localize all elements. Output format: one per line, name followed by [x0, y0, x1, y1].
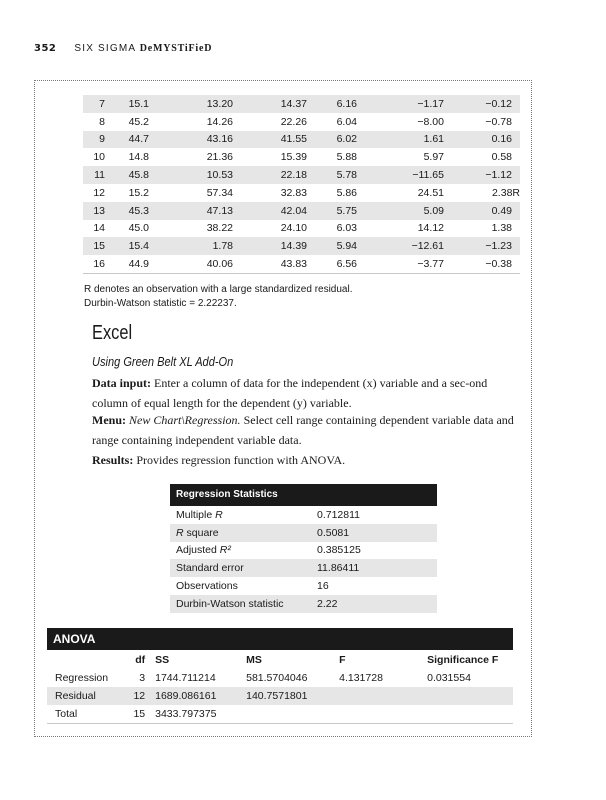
table-cell: 40.06 — [149, 255, 233, 273]
table-cell — [246, 705, 339, 724]
table-cell: 581.5704046 — [246, 672, 308, 684]
table-cell: 0.031554 — [427, 672, 471, 684]
table-cell: 14.39 — [233, 237, 307, 255]
table-cell — [427, 705, 513, 724]
stat-label — [170, 577, 311, 595]
column-header — [47, 651, 108, 669]
stat-value: 0.712811 — [317, 508, 361, 521]
stat-label — [170, 524, 311, 542]
regression-statistics-title: Regression Statistics — [170, 484, 437, 506]
results-label: Results: — [92, 453, 134, 467]
anova-title: ANOVA — [47, 628, 513, 650]
table-cell: 43.16 — [149, 131, 233, 149]
table-cell: 1744.711214 — [155, 672, 216, 684]
table-cell: 21.36 — [206, 151, 233, 164]
table-cell: 0.58 — [491, 151, 512, 164]
table-cell: 5.88 — [336, 151, 357, 164]
table-cell: 12 — [93, 186, 105, 199]
column-header: MS — [246, 654, 262, 666]
column-header: SS — [155, 654, 170, 666]
table-cell: 5.75 — [307, 202, 357, 220]
table-cell: 45.0 — [128, 222, 149, 235]
table-cell: 15.1 — [105, 95, 149, 113]
table-cell: 6.02 — [307, 131, 357, 149]
table-cell: 1.38 — [491, 222, 512, 235]
table-cell: 24.10 — [280, 222, 307, 235]
table-cell: 12 — [108, 687, 155, 705]
table-cell: 32.83 — [280, 186, 307, 199]
stat-label-text: Durbin-Watson statistic — [176, 597, 284, 610]
table-cell: 10 — [93, 151, 105, 164]
table-row — [83, 255, 520, 273]
table-cell: 45.8 — [105, 166, 149, 184]
menu-text: Select cell range containing dependent variable data and range containing independent variable data. — [92, 413, 514, 447]
table-cell: 45.2 — [128, 115, 149, 128]
table-cell: 41.55 — [233, 131, 307, 149]
table-row — [83, 202, 520, 220]
stat-label-italic: R — [176, 526, 184, 539]
table-row — [170, 595, 437, 613]
table-cell: 15 — [83, 237, 105, 255]
table-cell: 14.8 — [128, 151, 149, 164]
table-cell: 1.78 — [149, 237, 233, 255]
table-row — [83, 131, 520, 149]
data-input-text: Enter a column of data for the independent (x) variable and a sec-ond column of equal length for the dependent (y) variable. — [92, 376, 488, 410]
stat-label-text: square — [183, 526, 219, 539]
page-number: 352 — [34, 43, 57, 54]
stat-label — [170, 542, 311, 560]
table-cell: 57.34 — [206, 186, 233, 199]
table-cell — [427, 687, 513, 705]
table-cell: 6.56 — [307, 255, 357, 273]
table-cell: 15.39 — [280, 151, 307, 164]
table-cell: 7 — [83, 95, 105, 113]
residuals-table — [83, 95, 520, 274]
stat-label-italic: R — [215, 508, 223, 521]
table-cell: 5.97 — [423, 151, 444, 164]
table-cell: 6.03 — [336, 222, 357, 235]
table-cell: Residual — [47, 687, 108, 705]
table-cell: 47.13 — [149, 202, 233, 220]
results-text: Provides regression function with ANOVA. — [136, 453, 346, 467]
data-input-paragraph — [92, 373, 524, 413]
table-cell: 22.26 — [280, 115, 307, 128]
table-cell: 15.2 — [128, 186, 149, 199]
table-cell: 10.53 — [149, 166, 233, 184]
table-row — [83, 237, 520, 255]
column-header: df — [135, 654, 146, 666]
table-cell: 13 — [83, 202, 105, 220]
table-row — [170, 524, 437, 542]
data-input-label: Data input: — [92, 376, 152, 390]
table-cell: 8 — [99, 115, 105, 128]
durbin-watson-note: Durbin-Watson statistic = 2.22237. — [84, 298, 237, 309]
table-row — [83, 220, 520, 238]
table-cell: 14.26 — [206, 115, 233, 128]
stat-label — [170, 595, 311, 613]
menu-paragraph — [92, 410, 524, 450]
table-row — [47, 669, 513, 687]
table-row — [170, 577, 437, 595]
table-cell: 14.12 — [417, 222, 444, 235]
table-cell: 1.61 — [357, 131, 444, 149]
menu-path: New Chart\Regression. — [129, 413, 241, 427]
table-cell: 15.4 — [105, 237, 149, 255]
table-row — [47, 687, 513, 705]
table-row — [83, 95, 520, 113]
table-cell: 16 — [83, 255, 105, 273]
table-cell: 38.22 — [206, 222, 233, 235]
table-row — [170, 506, 437, 524]
table-cell: 140.7571801 — [246, 687, 339, 705]
table-cell: 24.51 — [417, 186, 444, 199]
table-cell: 15 — [108, 705, 155, 724]
table-cell: 5.78 — [307, 166, 357, 184]
table-cell: 1689.086161 — [155, 687, 246, 705]
stat-label — [170, 506, 311, 524]
table-cell: −11.65 — [357, 166, 444, 184]
column-header: F — [339, 654, 346, 666]
table-cell: 44.7 — [105, 131, 149, 149]
table-cell: 3433.797375 — [155, 705, 246, 724]
book-brand: DeMYSTiFieD — [139, 43, 213, 54]
stat-value: 0.385125 — [317, 544, 361, 557]
table-cell: −0.78 — [485, 115, 512, 128]
table-cell: 11 — [83, 166, 105, 184]
stat-label-text: Standard error — [176, 562, 244, 575]
table-cell: 0.49 — [444, 202, 520, 220]
table-cell: 2.38R — [491, 186, 520, 199]
table-cell: −0.38 — [444, 255, 520, 273]
table-cell: 5.09 — [357, 202, 444, 220]
table-cell: 6.16 — [307, 95, 357, 113]
results-paragraph — [92, 450, 524, 470]
table-cell: 9 — [83, 131, 105, 149]
table-cell — [339, 687, 427, 705]
stat-value: 0.5081 — [311, 524, 437, 542]
table-cell: 14 — [93, 222, 105, 235]
table-cell: 44.9 — [105, 255, 149, 273]
residual-note: R denotes an observation with a large standardized residual. — [84, 284, 353, 295]
table-cell — [339, 705, 427, 724]
table-row — [47, 705, 513, 724]
table-row — [83, 148, 520, 166]
table-row — [83, 113, 520, 131]
table-cell: Total — [47, 705, 108, 724]
table-cell: −12.61 — [357, 237, 444, 255]
table-cell: 3 — [139, 672, 146, 684]
table-cell: 42.04 — [233, 202, 307, 220]
table-cell: 6.04 — [336, 115, 357, 128]
table-cell: 14.37 — [233, 95, 307, 113]
section-subheading: Using Green Belt XL Add-On — [92, 354, 234, 369]
stat-value: 2.22 — [311, 595, 437, 613]
table-cell: 43.83 — [233, 255, 307, 273]
regression-statistics-table — [170, 484, 437, 613]
column-header: Significance F — [427, 654, 499, 666]
table-cell: −3.77 — [357, 255, 444, 273]
stat-value: 16 — [317, 580, 329, 593]
table-cell: 0.16 — [444, 131, 520, 149]
book-title: SIX SIGMA — [74, 43, 136, 54]
table-cell: 5.94 — [307, 237, 357, 255]
table-row — [170, 559, 437, 577]
table-cell: −1.17 — [357, 95, 444, 113]
stat-label — [170, 559, 311, 577]
table-cell: −8.00 — [417, 115, 444, 128]
stat-label-text: Adjusted — [176, 544, 220, 557]
table-cell: Regression — [55, 672, 109, 684]
table-cell: −1.12 — [444, 166, 520, 184]
table-cell: −1.23 — [444, 237, 520, 255]
table-cell: 4.131728 — [339, 672, 383, 684]
table-row — [170, 542, 437, 560]
table-cell: 22.18 — [233, 166, 307, 184]
table-cell: 45.3 — [105, 202, 149, 220]
table-row — [83, 184, 520, 202]
stat-label-text: Observations — [176, 580, 238, 593]
table-cell: −0.12 — [444, 95, 520, 113]
stat-value: 11.86411 — [311, 559, 437, 577]
anova-table — [47, 651, 513, 724]
table-cell: 13.20 — [149, 95, 233, 113]
section-heading: Excel — [92, 322, 133, 344]
menu-label: Menu: — [92, 413, 126, 427]
running-header — [34, 43, 212, 54]
stat-label-text: Multiple — [176, 508, 216, 521]
table-row — [83, 166, 520, 184]
table-cell: 5.86 — [336, 186, 357, 199]
stat-label-italic: R² — [219, 544, 231, 557]
